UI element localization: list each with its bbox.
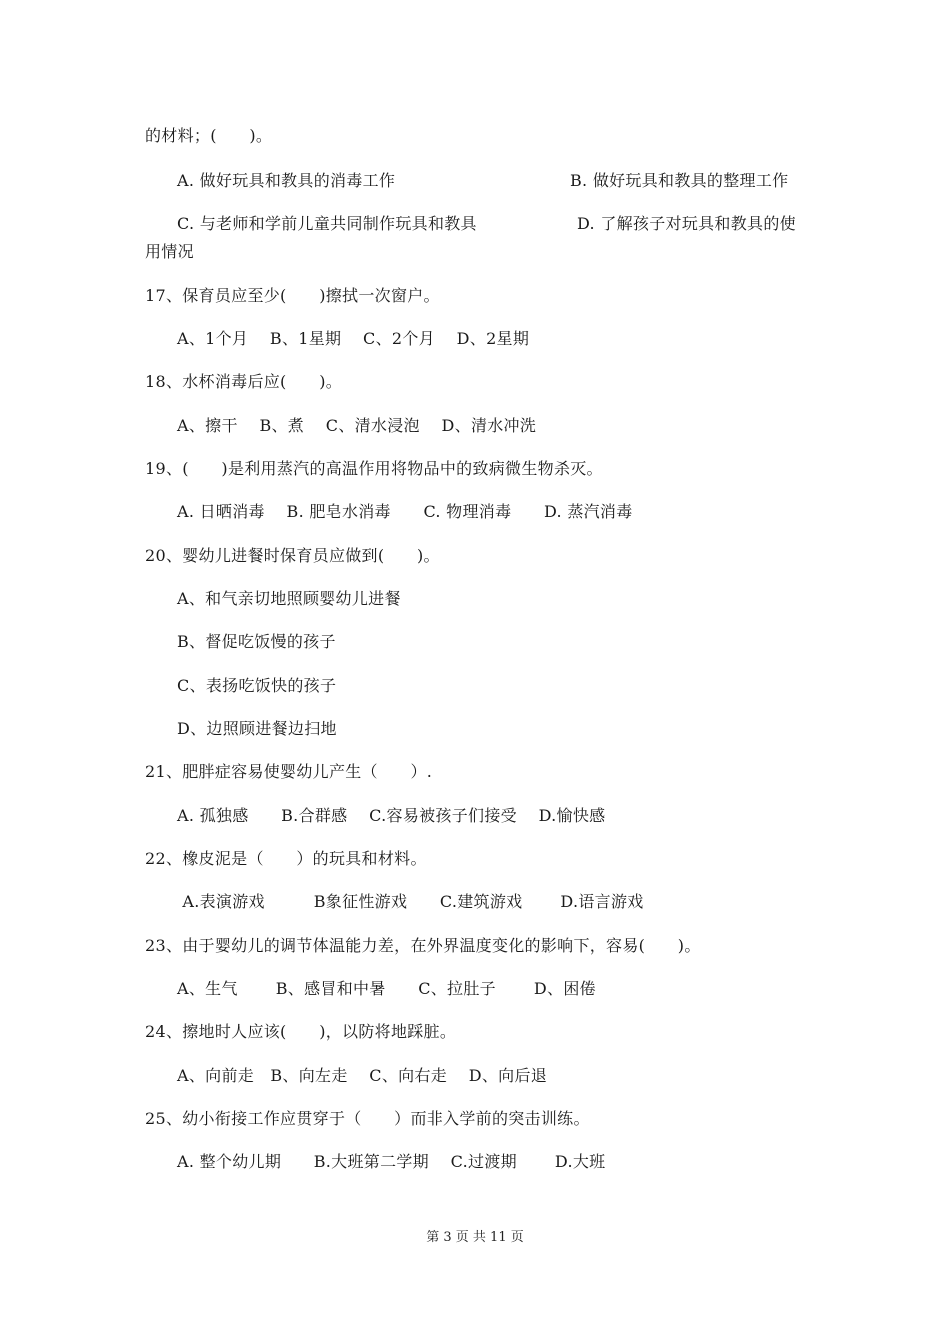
options-25: A. 整个幼儿期 B.大班第二学期 C.过渡期 D.大班 (177, 1152, 606, 1171)
question-24: 24、擦地时人应该( )，以防将地踩脏。 (145, 1022, 457, 1041)
question-18: 18、水杯消毒后应( )。 (145, 372, 343, 391)
question-19: 19、( )是利用蒸汽的高温作用将物品中的致病微生物杀灭。 (145, 459, 603, 478)
option-20-b: B、督促吃饭慢的孩子 (177, 632, 336, 651)
question-20: 20、婴幼儿进餐时保育员应做到( )。 (145, 546, 440, 565)
options-24: A、向前走 B、向左走 C、向右走 D、向后退 (177, 1066, 548, 1085)
option-20-a: A、和气亲切地照顾婴幼儿进餐 (177, 589, 401, 608)
option-a: A. 做好玩具和教具的消毒工作 (177, 171, 396, 190)
question-23: 23、由于婴幼儿的调节体温能力差，在外界温度变化的影响下，容易( )。 (145, 936, 701, 955)
options-21: A. 孤独感 B.合群感 C.容易被孩子们接受 D.愉快感 (177, 806, 606, 825)
options-18: A、擦干 B、煮 C、清水浸泡 D、清水冲洗 (177, 416, 537, 435)
question-25: 25、幼小衔接工作应贯穿于（ ）而非入学前的突击训练。 (145, 1109, 590, 1128)
question-17: 17、保育员应至少( )擦拭一次窗户。 (145, 286, 440, 305)
option-d: D. 了解孩子对玩具和教具的使 (577, 214, 796, 233)
option-20-d: D、边照顾进餐边扫地 (177, 719, 337, 738)
question-21: 21、肥胖症容易使婴幼儿产生（ ）. (145, 762, 433, 781)
option-20-c: C、表扬吃饭快的孩子 (177, 676, 337, 695)
option-c: C. 与老师和学前儿童共同制作玩具和教具 (177, 214, 477, 233)
page-footer: 第 3 页 共 11 页 (426, 1230, 524, 1245)
options-22: A.表演游戏 B象征性游戏 C.建筑游戏 D.语言游戏 (177, 892, 644, 911)
question-continuation: 的材料；( )。 (145, 126, 273, 145)
options-19: A. 日晒消毒 B. 肥皂水消毒 C. 物理消毒 D. 蒸汽消毒 (177, 502, 633, 521)
question-22: 22、橡皮泥是（ ）的玩具和材料。 (145, 849, 427, 868)
options-23: A、生气 B、感冒和中暑 C、拉肚子 D、困倦 (177, 979, 596, 998)
option-d-wrap: 用情况 (145, 242, 194, 261)
options-17: A、1个月 B、1星期 C、2个月 D、2星期 (177, 329, 530, 348)
option-b: B. 做好玩具和教具的整理工作 (570, 171, 789, 190)
